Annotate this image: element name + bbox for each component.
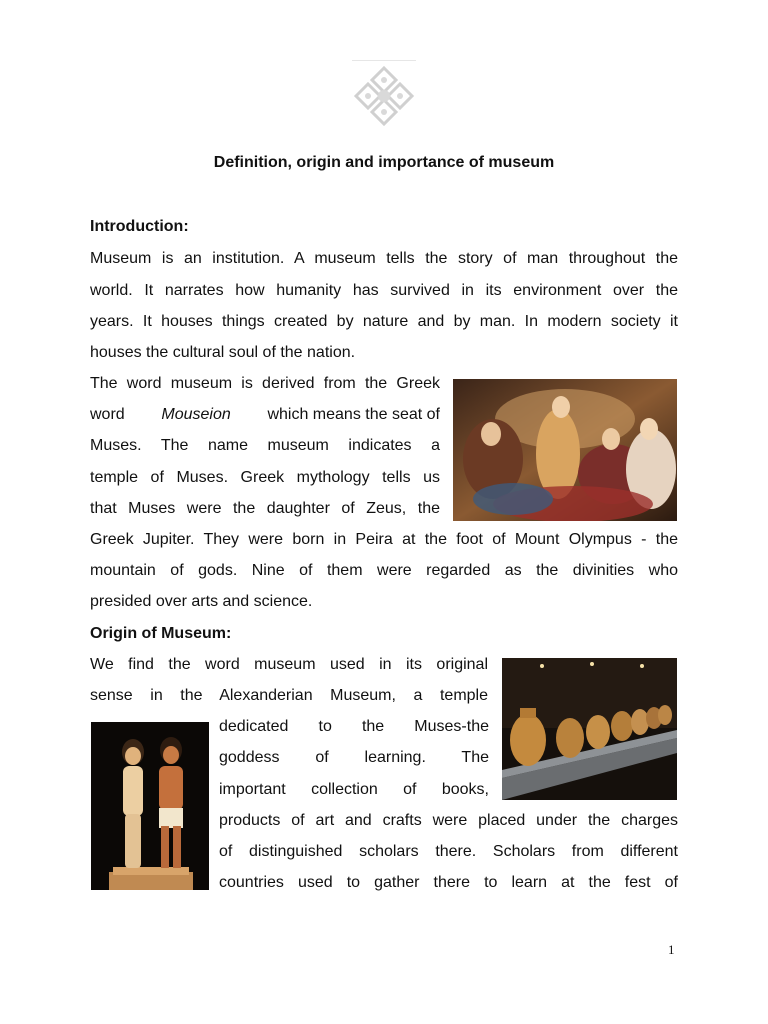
seat-of-muses-text: which means the seat of bbox=[267, 406, 440, 423]
origin-line-1: We find the word museum used in its original bbox=[90, 656, 488, 673]
origin-line-8: countries used to gather there to learn at the fest of bbox=[219, 874, 678, 891]
origin-line-7: of distinguished scholars there. Scholars from different bbox=[219, 843, 678, 860]
intro-line-2: world. It narrates how humanity has survived in its environment over the bbox=[90, 282, 678, 299]
egyptian-statue-pair bbox=[91, 722, 209, 890]
intro-line-4: houses the cultural soul of the nation. bbox=[90, 344, 356, 361]
intro-line-8: temple of Muses. Greek mythology tells us bbox=[90, 469, 440, 486]
intro-line-9: that Muses were the daughter of Zeus, the bbox=[90, 500, 440, 517]
origin-line-3: dedicated to the Muses-the bbox=[219, 718, 489, 735]
ornament-icon bbox=[352, 64, 416, 128]
origin-line-4: goddess of learning. The bbox=[219, 749, 489, 766]
origin-line-6: products of art and crafts were placed under the charges bbox=[219, 812, 678, 829]
intro-line-7: Muses. The name museum indicates a bbox=[90, 437, 440, 454]
intro-line-12: presided over arts and science. bbox=[90, 593, 313, 610]
intro-line-11: mountain of gods. Nine of them were regarded as the divinities who bbox=[90, 562, 678, 579]
intro-line-5: The word museum is derived from the Greek bbox=[90, 375, 440, 392]
header-rule bbox=[352, 60, 416, 61]
page-title: Definition, origin and importance of museum bbox=[213, 154, 555, 171]
page-number: 1 bbox=[668, 942, 675, 957]
origin-line-5: important collection of books, bbox=[219, 781, 489, 798]
museum-vases-display bbox=[502, 658, 677, 800]
origin-line-2: sense in the Alexanderian Museum, a temple bbox=[90, 687, 488, 704]
intro-line-3: years. It houses things created by nature and by man. In modern society it bbox=[90, 313, 678, 330]
intro-line-6 bbox=[90, 405, 440, 425]
origin-heading: Origin of Museum: bbox=[90, 625, 232, 642]
intro-heading: Introduction: bbox=[90, 218, 189, 235]
intro-line-10: Greek Jupiter. They were born in Peira at the foot of Mount Olympus - the bbox=[90, 531, 678, 548]
painting-of-muses bbox=[453, 379, 677, 521]
mouseion-term: Mouseion bbox=[161, 406, 231, 423]
intro-line-1: Museum is an institution. A museum tells the story of man throughout the bbox=[90, 250, 678, 267]
word-label: word bbox=[90, 406, 125, 423]
